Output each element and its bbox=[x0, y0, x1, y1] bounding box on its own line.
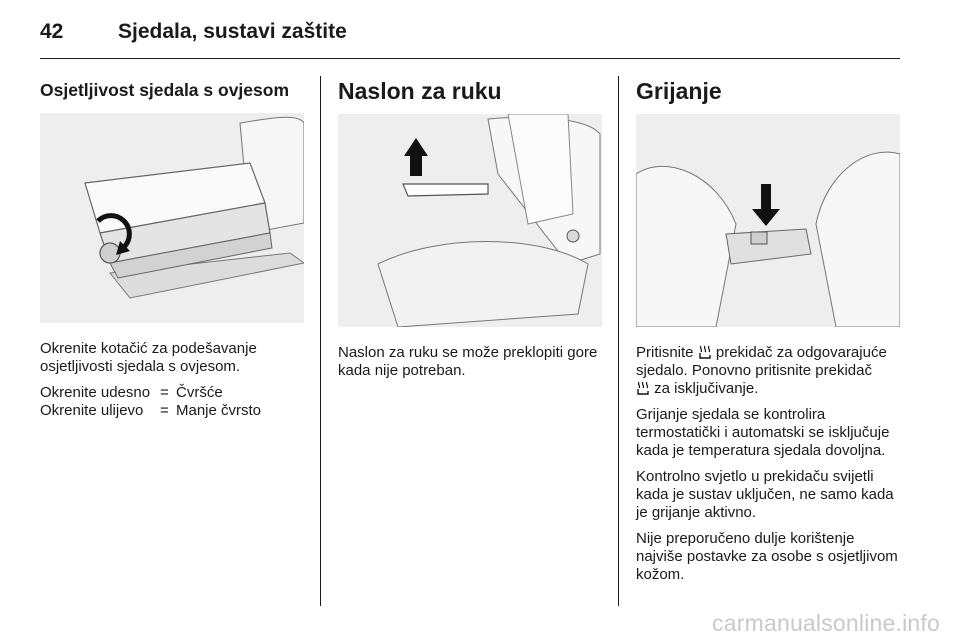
column-divider-1 bbox=[320, 76, 321, 606]
header-rule bbox=[40, 58, 900, 59]
section-heading: Grijanje bbox=[636, 78, 722, 104]
heating-paragraph-3: Kontrolno svjetlo u prekidaču svijetli kada je sustav uključen, ne samo kada je grijanje aktivno. bbox=[636, 468, 894, 521]
armrest-seat-illustration bbox=[338, 114, 602, 327]
suspension-paragraph: Okrenite kotačić za podešavanje osjetljivosti sjedala s ovjesom. bbox=[40, 340, 257, 375]
suspension-legend bbox=[40, 384, 304, 420]
heating-paragraph-1 bbox=[636, 344, 900, 398]
legend-value: Manje čvrsto bbox=[176, 402, 262, 419]
section-suspension-sensitivity bbox=[40, 74, 304, 420]
heating-p1-after: prekidač za odgovarajuće sjedalo. Ponovno pritisnite prekidač bbox=[636, 344, 887, 379]
watermark: carmanualsonline.info bbox=[712, 610, 940, 636]
seat-heating-icon bbox=[698, 344, 712, 360]
heating-p1-line2: za isključivanje. bbox=[650, 380, 759, 397]
section-armrest bbox=[338, 74, 602, 380]
legend-value: Čvršće bbox=[176, 384, 223, 401]
legend-key: Okrenite ulijevo bbox=[40, 402, 144, 419]
chapter-title: Sjedala, sustavi zaštite bbox=[118, 20, 347, 43]
column-divider-2 bbox=[618, 76, 619, 606]
legend-row bbox=[40, 384, 304, 402]
legend-equals: = bbox=[160, 402, 169, 419]
heating-paragraph-4: Nije preporučeno dulje korištenje najviše postavke za osobe s osjetljivom kožom. bbox=[636, 530, 898, 583]
page-number: 42 bbox=[40, 20, 64, 43]
legend-row bbox=[40, 402, 304, 420]
legend-key: Okrenite udesno bbox=[40, 384, 151, 401]
legend-equals: = bbox=[160, 384, 169, 401]
heating-paragraph-2: Grijanje sjedala se kontrolira termostatički i automatski se isključuje kada je temperatura sjedala dovoljna. bbox=[636, 406, 890, 459]
armrest-paragraph: Naslon za ruku se može preklopiti gore kada nije potreban. bbox=[338, 344, 598, 379]
seat-heating-illustration bbox=[636, 114, 900, 327]
section-heading: Osjetljivost sjedala s ovjesom bbox=[40, 80, 289, 100]
section-heading: Naslon za ruku bbox=[338, 78, 502, 104]
seat-heating-icon bbox=[636, 380, 650, 396]
section-heating bbox=[636, 74, 900, 584]
heating-p1-before: Pritisnite bbox=[636, 344, 698, 361]
suspension-seat-illustration bbox=[40, 113, 304, 323]
